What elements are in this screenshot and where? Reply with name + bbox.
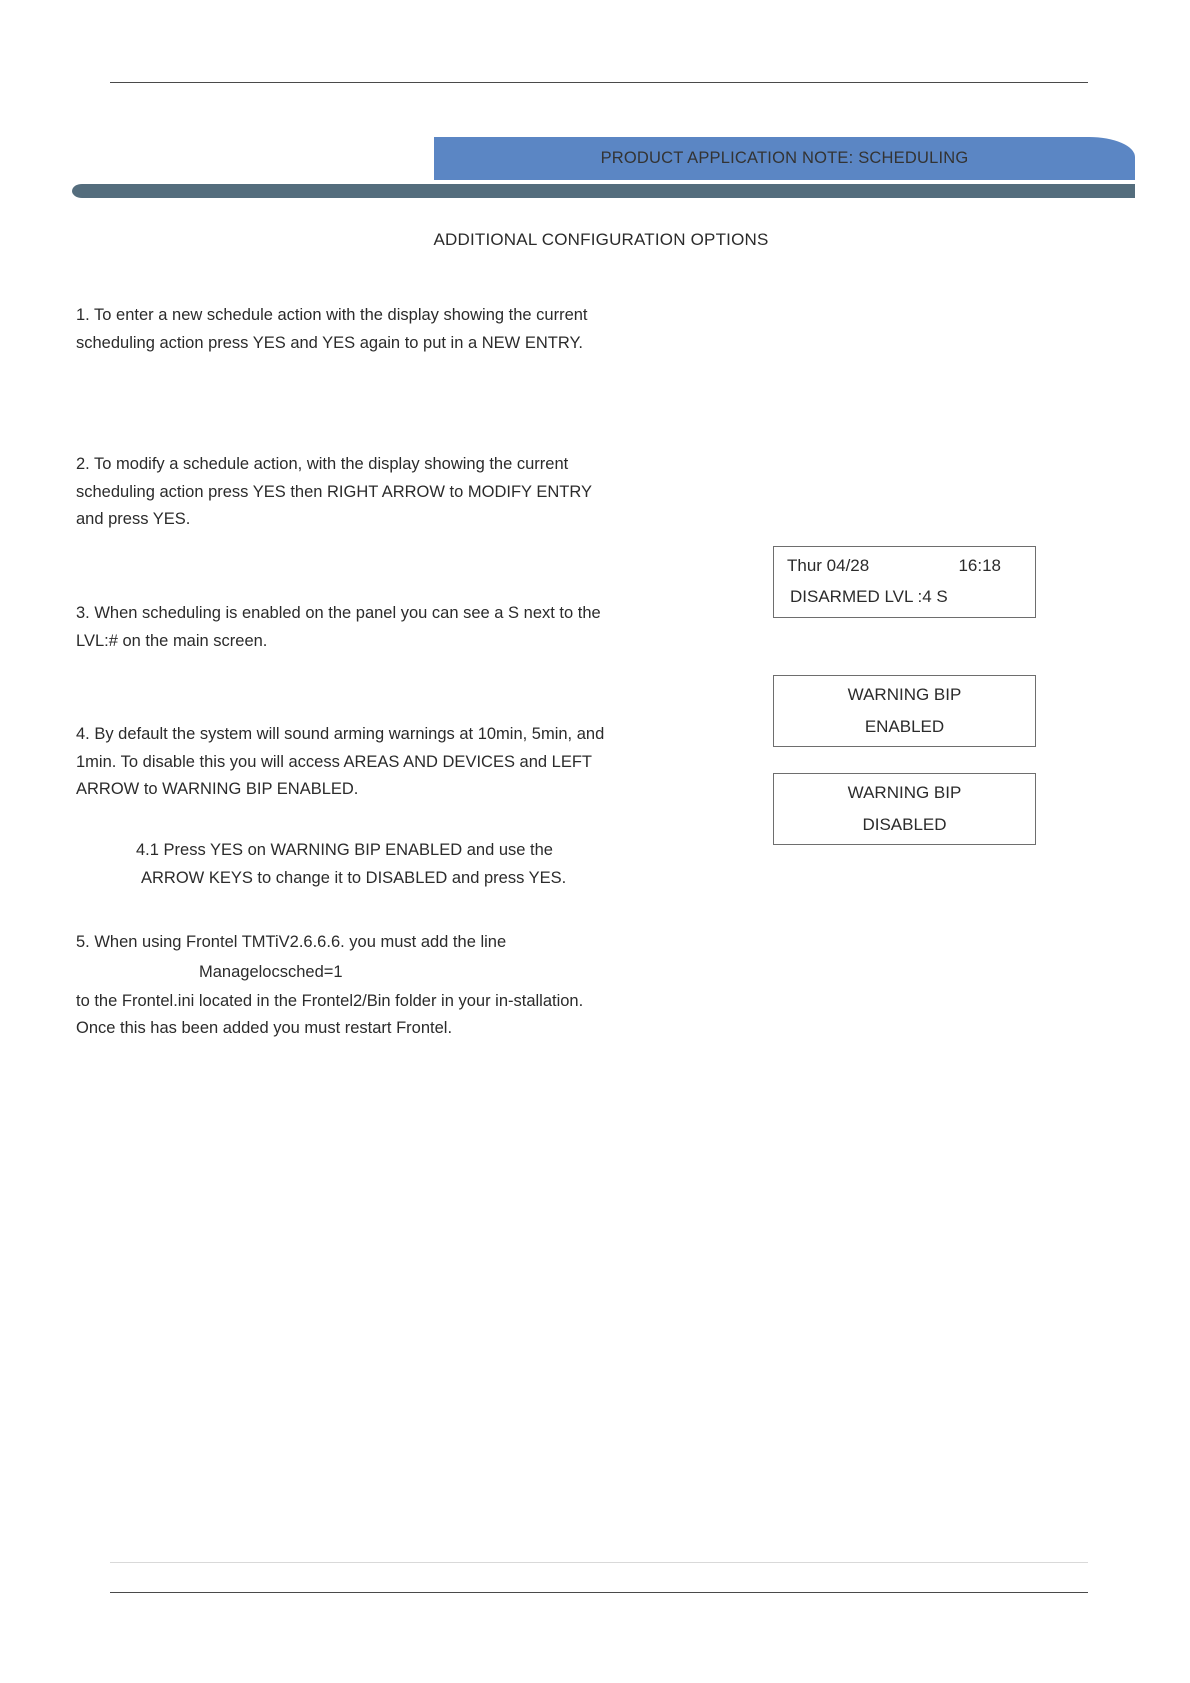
display-enabled-line2: ENABLED: [864, 717, 945, 736]
step-3-text: 3. When scheduling is enabled on the panel you can see a S next to the LVL:# on the main screen.: [76, 604, 601, 650]
header-banner: [434, 137, 1135, 180]
display-date: Thur 04/28: [787, 556, 870, 575]
keypad-display-bip-disabled: [773, 773, 1036, 845]
config-line: Managelocsched=1: [199, 962, 343, 981]
display-status-line: DISARMED LVL :4 S: [790, 587, 948, 606]
display-time: 16:18: [958, 556, 1001, 575]
banner-title: PRODUCT APPLICATION NOTE: SCHEDULING: [600, 149, 969, 167]
step-2-text: 2. To modify a schedule action, with the display showing the current scheduling action press YES then RIGHT ARROW to MODIFY ENTRY and press YES.: [76, 455, 592, 528]
step-4-text: 4. By default the system will sound arming warnings at 10min, 5min, and 1min. To disable this you will access AREAS AND DEVICES and LEFT ARROW to WARNING BIP ENABLED.: [76, 725, 605, 798]
keypad-display-bip-enabled: [773, 675, 1036, 747]
header-band: [72, 184, 1135, 198]
step-4-1: [136, 837, 616, 892]
display-disabled-line2: DISABLED: [862, 815, 947, 834]
display-enabled-line1: WARNING BIP: [847, 685, 962, 704]
step-4-1-line2: ARROW KEYS to change it to DISABLED and press YES.: [141, 868, 567, 887]
step-4-1-line1: 4.1 Press YES on WARNING BIP ENABLED and use the: [136, 841, 553, 859]
footer-rule: [110, 1592, 1088, 1593]
section-heading: ADDITIONAL CONFIGURATION OPTIONS: [433, 230, 769, 249]
footer-rule-light: [110, 1562, 1088, 1563]
header-rule: [110, 82, 1088, 83]
step-1-text: 1. To enter a new schedule action with the display showing the current scheduling action press YES and YES again to put in a NEW ENTRY.: [76, 306, 588, 352]
step-5: [76, 929, 606, 1043]
keypad-display-status: [773, 546, 1036, 618]
step-5-intro: 5. When using Frontel TMTiV2.6.6.6. you must add the line: [76, 933, 507, 951]
display-disabled-line1: WARNING BIP: [847, 783, 962, 802]
step-5-rest: to the Frontel.ini located in the Frontel2/Bin folder in your in-stallation. Once this has been added you must restart Frontel.: [76, 991, 584, 1037]
